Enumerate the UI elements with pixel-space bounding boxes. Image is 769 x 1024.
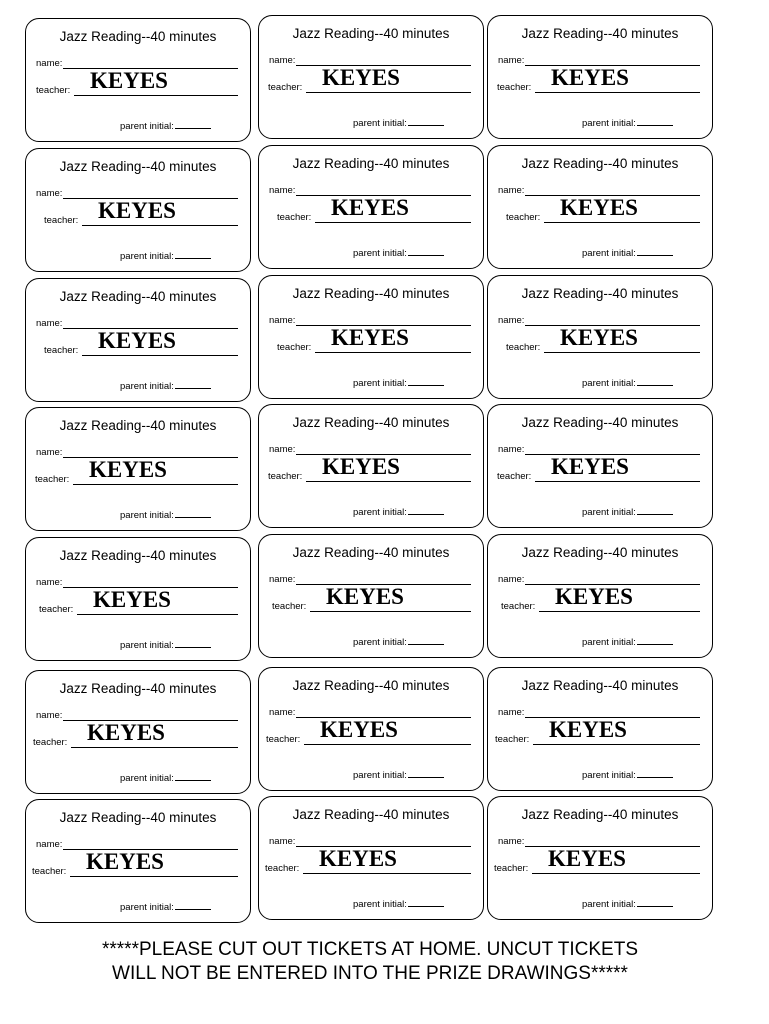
teacher-label: teacher: <box>35 474 70 485</box>
parent-initial-label: parent initial: <box>353 899 407 910</box>
parent-initial-line <box>175 250 211 259</box>
parent-initial-line <box>175 901 211 910</box>
teacher-name: KEYES <box>326 584 404 609</box>
parent-initial-field <box>353 506 444 518</box>
ticket-title: Jazz Reading--40 minutes <box>59 418 217 433</box>
teacher-line <box>310 611 471 612</box>
parent-initial-label: parent initial: <box>353 507 407 518</box>
ticket-title: Jazz Reading--40 minutes <box>521 286 679 301</box>
name-label: name: <box>269 444 296 455</box>
teacher-name: KEYES <box>319 846 397 871</box>
name-label: name: <box>36 577 63 588</box>
name-label: name: <box>269 185 296 196</box>
parent-initial-field <box>120 250 211 262</box>
teacher-name: KEYES <box>322 454 400 479</box>
teacher-label: teacher: <box>506 212 541 223</box>
ticket-title: Jazz Reading--40 minutes <box>521 156 679 171</box>
parent-initial-line <box>175 772 211 781</box>
ticket-title: Jazz Reading--40 minutes <box>59 548 217 563</box>
parent-initial-field <box>582 247 673 259</box>
teacher-line <box>532 873 700 874</box>
teacher-line <box>70 876 238 877</box>
teacher-line <box>303 873 471 874</box>
name-label: name: <box>498 55 525 66</box>
teacher-label: teacher: <box>501 601 536 612</box>
parent-initial-line <box>408 636 444 645</box>
teacher-name: KEYES <box>551 65 629 90</box>
parent-initial-line <box>637 636 673 645</box>
teacher-label: teacher: <box>268 471 303 482</box>
name-label: name: <box>36 318 63 329</box>
teacher-line <box>535 92 700 93</box>
teacher-label: teacher: <box>32 866 67 877</box>
parent-initial-field <box>582 117 673 129</box>
teacher-line <box>82 225 238 226</box>
parent-initial-line <box>175 380 211 389</box>
teacher-label: teacher: <box>497 82 532 93</box>
teacher-label: teacher: <box>33 737 68 748</box>
parent-initial-field <box>353 117 444 129</box>
teacher-line <box>315 222 471 223</box>
parent-initial-field <box>120 901 211 913</box>
name-label: name: <box>498 836 525 847</box>
reading-ticket <box>487 667 713 791</box>
ticket-title: Jazz Reading--40 minutes <box>292 415 450 430</box>
teacher-line <box>306 481 471 482</box>
parent-initial-field <box>353 247 444 259</box>
parent-initial-label: parent initial: <box>582 378 636 389</box>
parent-initial-line <box>408 898 444 907</box>
teacher-label: teacher: <box>39 604 74 615</box>
parent-initial-line <box>637 769 673 778</box>
ticket-title: Jazz Reading--40 minutes <box>521 807 679 822</box>
teacher-name: KEYES <box>98 328 176 353</box>
reading-ticket <box>25 670 251 794</box>
ticket-title: Jazz Reading--40 minutes <box>521 545 679 560</box>
reading-ticket <box>258 145 484 269</box>
parent-initial-label: parent initial: <box>120 773 174 784</box>
teacher-name: KEYES <box>331 325 409 350</box>
reading-ticket <box>487 275 713 399</box>
parent-initial-label: parent initial: <box>120 902 174 913</box>
parent-initial-field <box>582 769 673 781</box>
teacher-name: KEYES <box>560 195 638 220</box>
name-label: name: <box>269 55 296 66</box>
name-label: name: <box>36 447 63 458</box>
teacher-name: KEYES <box>87 720 165 745</box>
parent-initial-field <box>582 636 673 648</box>
teacher-line <box>544 352 700 353</box>
parent-initial-field <box>120 509 211 521</box>
teacher-label: teacher: <box>44 345 79 356</box>
ticket-title: Jazz Reading--40 minutes <box>59 159 217 174</box>
name-label: name: <box>269 836 296 847</box>
teacher-line <box>533 744 700 745</box>
parent-initial-label: parent initial: <box>120 121 174 132</box>
reading-ticket <box>25 799 251 923</box>
reading-ticket <box>25 407 251 531</box>
ticket-title: Jazz Reading--40 minutes <box>292 26 450 41</box>
parent-initial-label: parent initial: <box>120 251 174 262</box>
teacher-name: KEYES <box>322 65 400 90</box>
reading-ticket <box>25 278 251 402</box>
parent-initial-field <box>353 377 444 389</box>
teacher-line <box>77 614 238 615</box>
ticket-title: Jazz Reading--40 minutes <box>59 681 217 696</box>
parent-initial-field <box>120 380 211 392</box>
parent-initial-field <box>120 120 211 132</box>
teacher-label: teacher: <box>272 601 307 612</box>
teacher-line <box>82 355 238 356</box>
ticket-title: Jazz Reading--40 minutes <box>292 156 450 171</box>
parent-initial-label: parent initial: <box>353 378 407 389</box>
ticket-title: Jazz Reading--40 minutes <box>521 415 679 430</box>
parent-initial-label: parent initial: <box>353 770 407 781</box>
teacher-name: KEYES <box>90 68 168 93</box>
teacher-line <box>306 92 471 93</box>
name-label: name: <box>498 185 525 196</box>
ticket-title: Jazz Reading--40 minutes <box>521 678 679 693</box>
parent-initial-line <box>637 117 673 126</box>
reading-ticket <box>258 404 484 528</box>
teacher-label: teacher: <box>265 863 300 874</box>
ticket-title: Jazz Reading--40 minutes <box>292 286 450 301</box>
teacher-name: KEYES <box>549 717 627 742</box>
teacher-label: teacher: <box>494 863 529 874</box>
parent-initial-field <box>353 769 444 781</box>
parent-initial-line <box>408 769 444 778</box>
parent-initial-label: parent initial: <box>582 637 636 648</box>
teacher-label: teacher: <box>277 342 312 353</box>
name-label: name: <box>269 315 296 326</box>
teacher-label: teacher: <box>44 215 79 226</box>
name-label: name: <box>36 188 63 199</box>
teacher-name: KEYES <box>551 454 629 479</box>
parent-initial-field <box>582 377 673 389</box>
name-label: name: <box>498 707 525 718</box>
reading-ticket <box>258 275 484 399</box>
reading-ticket <box>25 18 251 142</box>
teacher-name: KEYES <box>86 849 164 874</box>
teacher-line <box>535 481 700 482</box>
reading-ticket <box>487 404 713 528</box>
reading-ticket <box>25 537 251 661</box>
name-label: name: <box>36 710 63 721</box>
teacher-label: teacher: <box>277 212 312 223</box>
parent-initial-field <box>582 898 673 910</box>
parent-initial-field <box>120 639 211 651</box>
name-label: name: <box>269 574 296 585</box>
ticket-title: Jazz Reading--40 minutes <box>59 810 217 825</box>
ticket-title: Jazz Reading--40 minutes <box>521 26 679 41</box>
name-label: name: <box>269 707 296 718</box>
teacher-line <box>315 352 471 353</box>
parent-initial-line <box>175 509 211 518</box>
ticket-title: Jazz Reading--40 minutes <box>292 807 450 822</box>
teacher-name: KEYES <box>331 195 409 220</box>
teacher-name: KEYES <box>89 457 167 482</box>
parent-initial-line <box>408 377 444 386</box>
parent-initial-label: parent initial: <box>582 770 636 781</box>
parent-initial-label: parent initial: <box>582 248 636 259</box>
parent-initial-line <box>408 247 444 256</box>
parent-initial-label: parent initial: <box>582 507 636 518</box>
parent-initial-label: parent initial: <box>353 248 407 259</box>
parent-initial-label: parent initial: <box>582 118 636 129</box>
teacher-line <box>73 484 238 485</box>
parent-initial-line <box>637 898 673 907</box>
name-label: name: <box>36 58 63 69</box>
parent-initial-field <box>120 772 211 784</box>
parent-initial-line <box>175 639 211 648</box>
reading-ticket <box>258 667 484 791</box>
ticket-title: Jazz Reading--40 minutes <box>59 29 217 44</box>
name-label: name: <box>498 444 525 455</box>
teacher-line <box>71 747 238 748</box>
reading-ticket <box>487 15 713 139</box>
parent-initial-line <box>637 506 673 515</box>
parent-initial-label: parent initial: <box>120 640 174 651</box>
name-label: name: <box>498 574 525 585</box>
teacher-name: KEYES <box>560 325 638 350</box>
reading-ticket <box>258 15 484 139</box>
teacher-label: teacher: <box>497 471 532 482</box>
teacher-name: KEYES <box>548 846 626 871</box>
parent-initial-line <box>408 117 444 126</box>
parent-initial-field <box>353 898 444 910</box>
teacher-label: teacher: <box>495 734 530 745</box>
teacher-line <box>539 611 700 612</box>
name-label: name: <box>36 839 63 850</box>
teacher-label: teacher: <box>506 342 541 353</box>
parent-initial-field <box>582 506 673 518</box>
teacher-line <box>74 95 238 96</box>
cut-out-instructions: *****PLEASE CUT OUT TICKETS AT HOME. UNCUT TICKETS WILL NOT BE ENTERED INTO THE PRIZE DRAWINGS***** <box>102 939 638 984</box>
teacher-line <box>304 744 471 745</box>
parent-initial-line <box>408 506 444 515</box>
teacher-name: KEYES <box>93 587 171 612</box>
teacher-name: KEYES <box>555 584 633 609</box>
teacher-line <box>544 222 700 223</box>
teacher-label: teacher: <box>268 82 303 93</box>
reading-ticket <box>487 145 713 269</box>
parent-initial-label: parent initial: <box>353 118 407 129</box>
reading-ticket <box>258 796 484 920</box>
ticket-title: Jazz Reading--40 minutes <box>59 289 217 304</box>
teacher-label: teacher: <box>266 734 301 745</box>
parent-initial-label: parent initial: <box>582 899 636 910</box>
parent-initial-label: parent initial: <box>120 510 174 521</box>
parent-initial-line <box>175 120 211 129</box>
reading-ticket <box>25 148 251 272</box>
ticket-title: Jazz Reading--40 minutes <box>292 678 450 693</box>
reading-ticket <box>487 796 713 920</box>
reading-ticket <box>258 534 484 658</box>
parent-initial-label: parent initial: <box>120 381 174 392</box>
reading-ticket <box>487 534 713 658</box>
ticket-title: Jazz Reading--40 minutes <box>292 545 450 560</box>
parent-initial-line <box>637 247 673 256</box>
teacher-label: teacher: <box>36 85 71 96</box>
name-label: name: <box>498 315 525 326</box>
parent-initial-field <box>353 636 444 648</box>
parent-initial-label: parent initial: <box>353 637 407 648</box>
parent-initial-line <box>637 377 673 386</box>
teacher-name: KEYES <box>320 717 398 742</box>
teacher-name: KEYES <box>98 198 176 223</box>
